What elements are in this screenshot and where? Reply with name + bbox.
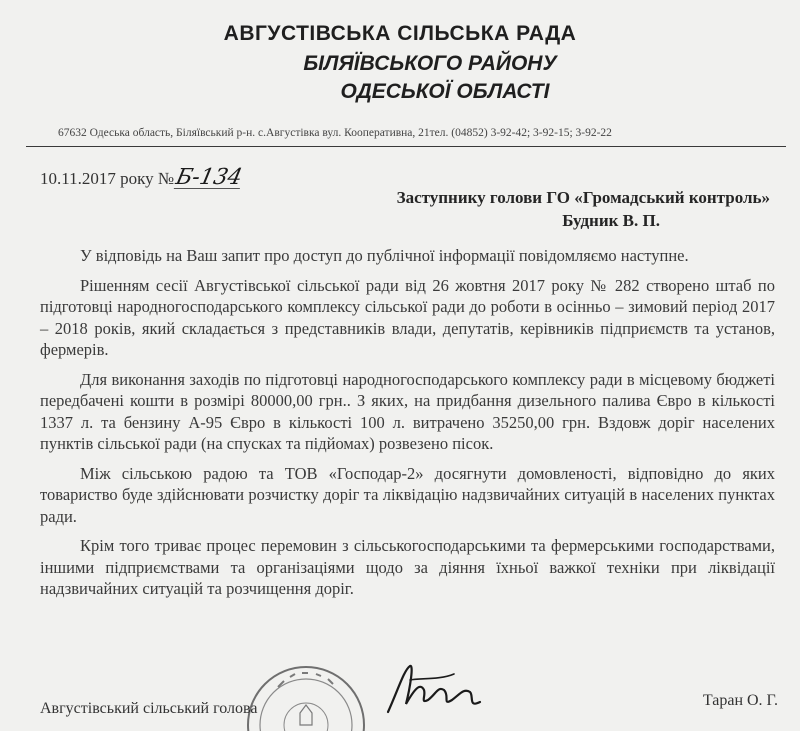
body-paragraph-1: У відповідь на Ваш запит про доступ до публічної інформації повідомляємо наступне.	[80, 246, 689, 265]
district-name: БІЛЯЇВСЬКОГО РАЙОНУ	[303, 52, 557, 75]
region-name: ОДЕСЬКОЇ ОБЛАСТІ	[340, 80, 550, 103]
letter-body	[40, 245, 775, 608]
body-paragraph-2: Рішенням сесії Августівської сільської ради від 26 жовтня 2017 року № 282 створено штаб по підготовці народногосподарського комплексу сільської ради до роботи в осінньо – зимовий період 2017 – 2018 років, який складається з представників влади, депутатів, керівників підприємств та установ, фермерів.	[40, 275, 775, 359]
addressee-position: Заступнику голови ГО «Громадський контроль»	[396, 188, 770, 207]
org-name: АВГУСТІВСЬКА СІЛЬСЬКА РАДА	[223, 22, 577, 45]
letter-date: 10.11.2017 року №	[40, 169, 175, 188]
body-paragraph-3: Для виконання заходів по підготовці народногосподарського комплексу ради в місцевому бюджеті передбачені кошти в розмірі 80000,00 грн.. З яких, на придбання дизельного палива Євро в кількості 1337 л. та бензину А-95 Євро в кількості 100 л. витрачено 35250,00 грн. Вздовж доріг населених пунктів сільської ради (на спусках та підйомах) розвезено пісок.	[40, 369, 775, 453]
org-address: 67632 Одеська область, Біляївський р-н. с.Августівка вул. Кооперативна, 21тел. (04852) 3-92-42; 3-92-15; 3-92-22	[58, 127, 612, 139]
date-line	[40, 165, 245, 190]
addressee-name: Будник В. П.	[562, 211, 660, 230]
signature-scribble-icon	[380, 660, 490, 720]
handwritten-letter-number: Б-134	[173, 165, 245, 190]
header-divider	[26, 146, 786, 147]
body-paragraph-5: Крім того триває процес перемовин з сільськогосподарськими та фермерськими господарствами, іншими підприємствами та організаціями щодо за діяння їхньої важкої техніки при ліквідації надзвичайних ситуацій та розчищення доріг.	[40, 536, 775, 598]
body-paragraph-4: Між сільською радою та ТОВ «Господар-2» досягнути домовленості, відповідно до яких товариство буде здійснювати розчистку доріг та ліквідацію надзвичайних ситуацій в населених пунктах ради.	[40, 463, 775, 526]
signer-position: Августівський сільський голова	[40, 700, 258, 717]
official-stamp-icon	[238, 655, 368, 731]
addressee-block	[397, 186, 770, 232]
signer-name: Таран О. Г.	[702, 692, 778, 709]
